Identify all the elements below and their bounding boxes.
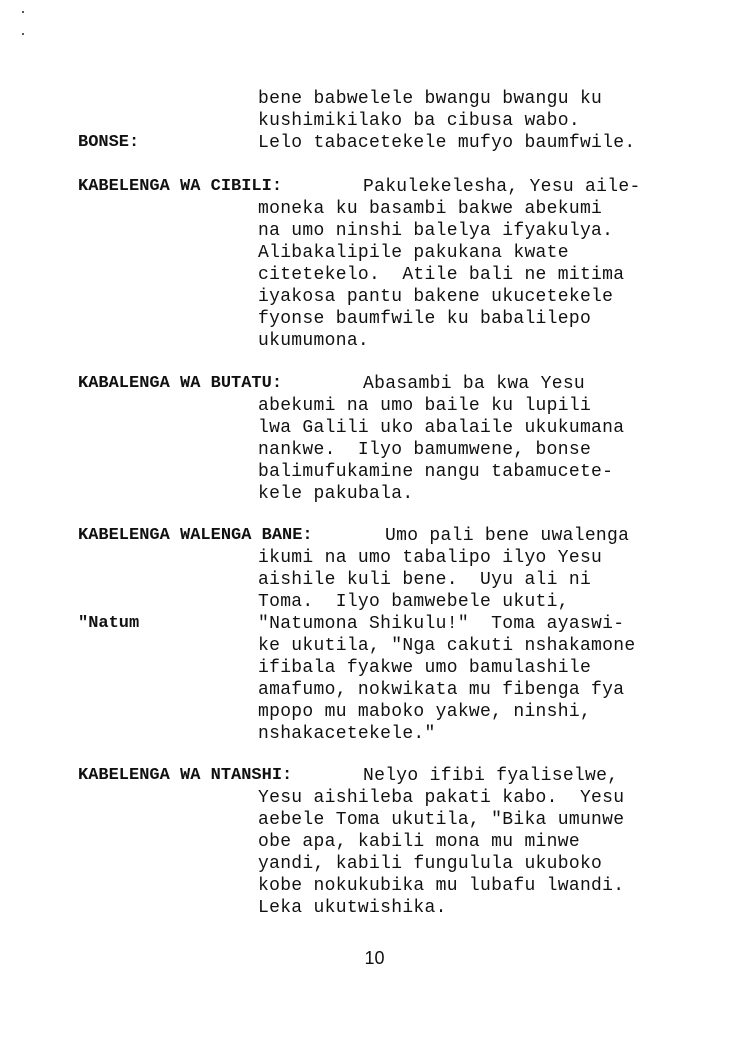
scan-speck — [22, 11, 24, 13]
dialogue-line: aebele Toma ukutila, "Bika umunwe — [258, 810, 625, 830]
dialogue-line: Yesu aishileba pakati kabo. Yesu — [258, 788, 625, 808]
speaker-label: KABALENGA WA BUTATU: — [78, 374, 283, 393]
dialogue-line: Nelyo ifibi fyaliselwe, — [363, 766, 619, 786]
dialogue-line: kele pakubala. — [258, 484, 414, 504]
page-number: 10 — [364, 948, 385, 968]
dialogue-line: ifibala fyakwe umo bamulashile — [258, 658, 592, 678]
dialogue-line: obe apa, kabili mona mu minwe — [258, 832, 580, 852]
dialogue-line: Abasambi ba kwa Yesu — [363, 374, 586, 394]
dialogue-line: moneka ku basambi bakwe abekumi — [258, 199, 603, 219]
dialogue-line: fyonse baumfwile ku babalilepo — [258, 309, 592, 329]
dialogue-line: lwa Galili uko abalaile ukukumana — [258, 418, 625, 438]
dialogue-line: nshakacetekele." — [258, 724, 436, 744]
dialogue-line: citetekelo. Atile bali ne mitima — [258, 265, 625, 285]
speaker-label: KABELENGA WA CIBILI: — [78, 177, 283, 196]
dialogue-line: kobe nokukubika mu lubafu lwandi. — [258, 876, 625, 896]
dialogue-line: aishile kuli bene. Uyu ali ni — [258, 570, 592, 590]
dialogue-line: kushimikilako ba cibusa wabo. — [258, 111, 580, 131]
dialogue-line: Pakulekelesha, Yesu aile- — [363, 177, 641, 197]
dialogue-line: Leka ukutwishika. — [258, 898, 447, 918]
speaker-label: BONSE: — [78, 133, 140, 152]
dialogue-line: ukumumona. — [258, 331, 370, 351]
margin-note: "Natum — [78, 614, 140, 633]
dialogue-line: abekumi na umo baile ku lupili — [258, 396, 592, 416]
dialogue-line: ke ukutila, "Nga cakuti nshakamone — [258, 636, 636, 656]
dialogue-line: balimufukamine nangu tabamucete- — [258, 462, 614, 482]
dialogue-line: "Natumona Shikulu!" Toma ayaswi- — [258, 614, 625, 634]
scan-speck — [22, 33, 24, 35]
dialogue-line: amafumo, nokwikata mu fibenga fya — [258, 680, 625, 700]
dialogue-line: Alibakalipile pakukana kwate — [258, 243, 569, 263]
dialogue-line: nankwe. Ilyo bamumwene, bonse — [258, 440, 592, 460]
dialogue-line: Lelo tabacetekele mufyo baumfwile. — [258, 133, 636, 153]
dialogue-line: yandi, kabili fungulula ukuboko — [258, 854, 603, 874]
dialogue-line: Umo pali bene uwalenga — [385, 526, 630, 546]
speaker-label: KABELENGA WALENGA BANE: — [78, 526, 313, 545]
dialogue-line: iyakosa pantu bakene ukucetekele — [258, 287, 614, 307]
dialogue-line: ikumi na umo tabalipo ilyo Yesu — [258, 548, 603, 568]
speaker-label: KABELENGA WA NTANSHI: — [78, 766, 293, 785]
dialogue-line: bene babwelele bwangu bwangu ku — [258, 89, 603, 109]
dialogue-line: mpopo mu maboko yakwe, ninshi, — [258, 702, 592, 722]
dialogue-line: na umo ninshi balelya ifyakulya. — [258, 221, 614, 241]
dialogue-line: Toma. Ilyo bamwebele ukuti, — [258, 592, 569, 612]
